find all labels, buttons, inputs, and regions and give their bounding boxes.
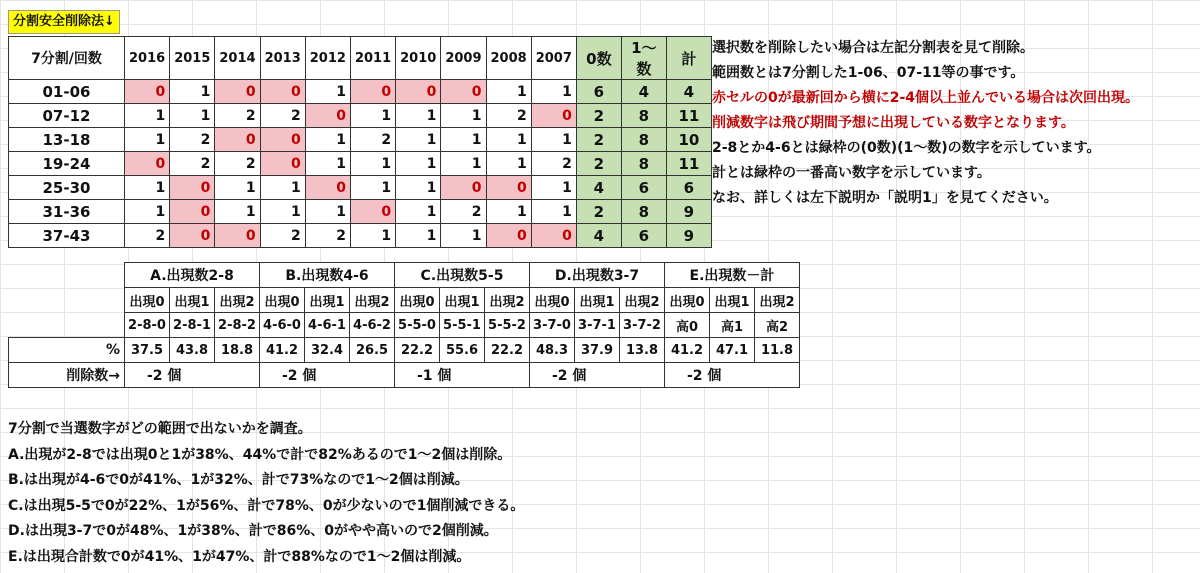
code-cell: 5-5-1 [440,313,485,338]
code-cell: 2-8-1 [170,313,215,338]
one-plus-count-cell: 6 [621,224,666,248]
count-cell: 2 [170,152,215,176]
table-row [9,200,712,224]
empty-cell [9,313,125,338]
count-cell: 0 [260,128,305,152]
total-cell: 9 [666,224,711,248]
count-cell: 1 [486,128,531,152]
count-cell: 0 [396,80,441,104]
count-cell: 1 [125,200,170,224]
one-plus-count-cell: 6 [621,176,666,200]
pct-label: % [9,338,125,363]
code-cell: 3-7-0 [530,313,575,338]
count-cell: 1 [531,200,576,224]
range-label: 31-36 [9,200,125,224]
pct-cell: 37.5 [125,338,170,363]
count-cell: 2 [350,128,395,152]
count-cell: 0 [170,224,215,248]
table-row [9,224,712,248]
empty-cell [9,288,125,313]
count-cell: 0 [170,176,215,200]
count-cell: 1 [350,176,395,200]
sub-header: 出現1 [440,288,485,313]
stats-pct-row [9,338,800,363]
code-cell: 5-5-2 [485,313,530,338]
count-cell: 2 [260,224,305,248]
pct-cell: 41.2 [260,338,305,363]
year-header: 2012 [305,37,350,80]
pct-cell: 22.2 [395,338,440,363]
count-cell: 1 [215,200,260,224]
code-cell: 3-7-1 [575,313,620,338]
notes [712,36,1139,211]
pct-cell: 41.2 [665,338,710,363]
year-header: 2016 [125,37,170,80]
pct-cell: 18.8 [215,338,260,363]
count-cell: 1 [260,200,305,224]
pct-cell: 48.3 [530,338,575,363]
sheet-title: 分割安全削除法↓ [8,10,120,34]
sub-header: 出現1 [170,288,215,313]
table-row [9,104,712,128]
code-cell: 2-8-2 [215,313,260,338]
delete-label: 削除数→ [9,363,125,388]
pct-cell: 43.8 [170,338,215,363]
explanation-line: B.は出現が4-6で0が41%、1が32%、計で73%なので1～2個は削減。 [8,472,469,488]
pct-cell: 22.2 [485,338,530,363]
group-header: C.出現数5-5 [395,263,530,288]
code-cell: 高1 [710,313,755,338]
group-header: E.出現数－計 [665,263,800,288]
count-cell: 0 [125,80,170,104]
count-cell: 2 [260,104,305,128]
pct-cell: 11.8 [755,338,800,363]
total-cell: 10 [666,128,711,152]
count-cell: 0 [260,80,305,104]
total-cell: 9 [666,200,711,224]
count-cell: 2 [531,152,576,176]
sub-header: 出現1 [305,288,350,313]
count-cell: 2 [170,128,215,152]
code-cell: 4-6-0 [260,313,305,338]
range-label: 37-43 [9,224,125,248]
count-cell: 1 [441,224,486,248]
note-line: 赤セルの0が最新回から横に2-4個以上並んでいる場合は次回出現。 [712,90,1140,106]
count-cell: 0 [350,200,395,224]
count-cell: 1 [170,80,215,104]
count-cell: 1 [260,176,305,200]
year-header: 2013 [260,37,305,80]
total-cell: 6 [666,176,711,200]
count-cell: 1 [531,176,576,200]
delete-count-cell: -2 個 [665,363,800,388]
count-cell: 0 [531,104,576,128]
explanation-line: E.は出現合計数で0が41%、1が47%、計で88%なので1～2個は削減。 [8,548,471,565]
count-cell: 1 [305,200,350,224]
sub-header: 出現2 [620,288,665,313]
range-label: 25-30 [9,176,125,200]
count-cell: 0 [305,104,350,128]
explanation-line: D.は出現3-7で0が48%、1が38%、計で86%、0がやや高いので2個削減。 [8,523,498,539]
summary-header: 1～数 [621,37,666,80]
count-cell: 2 [305,224,350,248]
year-header: 2014 [215,37,260,80]
zero-count-cell: 2 [576,200,621,224]
count-cell: 2 [486,104,531,128]
table-row [9,176,712,200]
note-line: 選択数を削除したい場合は左記分割表を見て削除。 [712,40,1034,56]
sub-header: 出現0 [665,288,710,313]
stats-group-row [9,263,800,288]
count-cell: 1 [170,104,215,128]
group-header: A.出現数2-8 [125,263,260,288]
sub-header: 出現0 [530,288,575,313]
count-cell: 1 [350,104,395,128]
stats-delete-row [9,363,800,388]
count-cell: 0 [215,224,260,248]
pct-cell: 13.8 [620,338,665,363]
delete-count-cell: -2 個 [530,363,665,388]
code-cell: 2-8-0 [125,313,170,338]
count-cell: 2 [215,152,260,176]
count-cell: 0 [486,176,531,200]
count-cell: 1 [350,224,395,248]
year-header: 2008 [486,37,531,80]
stats-code-row [9,313,800,338]
explanation-line: 7分割で当選数字がどの範囲で出ないかを調査。 [8,421,312,437]
sub-header: 出現0 [260,288,305,313]
count-cell: 1 [531,128,576,152]
count-cell: 0 [215,80,260,104]
note-line: 削減数字は飛び期間予想に出現している数字となります。 [712,115,1075,131]
zero-count-cell: 2 [576,128,621,152]
total-cell: 11 [666,104,711,128]
one-plus-count-cell: 8 [621,152,666,176]
zero-count-cell: 6 [576,80,621,104]
count-cell: 1 [441,152,486,176]
count-cell: 1 [531,80,576,104]
count-cell: 0 [305,176,350,200]
note-line: 2-8とか4-6とは緑枠の(0数)(1～数)の数字を示しています。 [712,140,1101,156]
year-header: 2009 [441,37,486,80]
count-cell: 1 [486,200,531,224]
delete-count-cell: -2 個 [260,363,395,388]
table-row [9,152,712,176]
count-cell: 0 [170,200,215,224]
range-label: 07-12 [9,104,125,128]
stats-table [8,262,800,388]
total-cell: 4 [666,80,711,104]
code-cell: 4-6-2 [350,313,395,338]
sub-header: 出現1 [575,288,620,313]
count-cell: 1 [215,176,260,200]
count-cell: 0 [441,80,486,104]
zero-count-cell: 4 [576,176,621,200]
count-cell: 1 [396,104,441,128]
year-header: 2011 [350,37,395,80]
table-row [9,80,712,104]
sub-header: 出現0 [125,288,170,313]
count-cell: 2 [441,200,486,224]
count-cell: 0 [486,224,531,248]
total-cell: 11 [666,152,711,176]
delete-count-cell: -1 個 [395,363,530,388]
count-cell: 2 [215,104,260,128]
code-cell: 5-5-0 [395,313,440,338]
note-line: なお、詳しくは左下説明か「説明1」を見てください。 [712,190,1058,206]
split-table [8,36,712,248]
note-line: 計とは緑枠の一番高い数字を示しています。 [712,165,991,181]
count-cell: 1 [125,104,170,128]
table-row [9,128,712,152]
code-cell: 3-7-2 [620,313,665,338]
range-label: 13-18 [9,128,125,152]
explanation-line: C.は出現5-5で0が22%、1が56%、計で78%、0が少ないので1個削減できる。 [8,497,525,514]
sub-header: 出現0 [395,288,440,313]
count-cell: 1 [125,128,170,152]
code-cell: 高2 [755,313,800,338]
summary-header: 計 [666,37,711,80]
sub-header: 出現2 [350,288,395,313]
count-cell: 0 [441,176,486,200]
corner-header: 7分割/回数 [9,37,125,80]
one-plus-count-cell: 8 [621,200,666,224]
count-cell: 1 [305,128,350,152]
count-cell: 0 [260,152,305,176]
count-cell: 1 [396,176,441,200]
one-plus-count-cell: 4 [621,80,666,104]
count-cell: 1 [350,152,395,176]
count-cell: 0 [350,80,395,104]
count-cell: 1 [396,152,441,176]
code-cell: 4-6-1 [305,313,350,338]
group-header: B.出現数4-6 [260,263,395,288]
range-label: 19-24 [9,152,125,176]
zero-count-cell: 2 [576,104,621,128]
count-cell: 1 [441,104,486,128]
pct-cell: 32.4 [305,338,350,363]
split-table-header [9,37,712,80]
count-cell: 1 [125,176,170,200]
sub-header: 出現2 [485,288,530,313]
sub-header: 出現1 [710,288,755,313]
count-cell: 0 [125,152,170,176]
pct-cell: 55.6 [440,338,485,363]
count-cell: 2 [125,224,170,248]
explanation [8,417,524,570]
sub-header: 出現2 [215,288,260,313]
delete-count-cell: -2 個 [125,363,260,388]
count-cell: 1 [441,128,486,152]
count-cell: 1 [396,128,441,152]
year-header: 2015 [170,37,215,80]
count-cell: 1 [396,200,441,224]
empty-cell [9,263,125,288]
one-plus-count-cell: 8 [621,104,666,128]
count-cell: 1 [486,152,531,176]
count-cell: 1 [486,80,531,104]
year-header: 2010 [396,37,441,80]
pct-cell: 26.5 [350,338,395,363]
group-header: D.出現数3-7 [530,263,665,288]
count-cell: 1 [396,224,441,248]
one-plus-count-cell: 8 [621,128,666,152]
year-header: 2007 [531,37,576,80]
sub-header: 出現2 [755,288,800,313]
stats-sub-row [9,288,800,313]
count-cell: 0 [531,224,576,248]
code-cell: 高0 [665,313,710,338]
count-cell: 0 [215,128,260,152]
count-cell: 1 [305,80,350,104]
zero-count-cell: 4 [576,224,621,248]
zero-count-cell: 2 [576,152,621,176]
count-cell: 1 [305,152,350,176]
range-label: 01-06 [9,80,125,104]
summary-header: 0数 [576,37,621,80]
explanation-line: A.出現が2-8では出現0と1が38%、44%で計で82%あるので1～2個は削除。 [8,446,512,463]
note-line: 範囲数とは7分割した1-06、07-11等の事です。 [712,65,1025,81]
pct-cell: 47.1 [710,338,755,363]
pct-cell: 37.9 [575,338,620,363]
